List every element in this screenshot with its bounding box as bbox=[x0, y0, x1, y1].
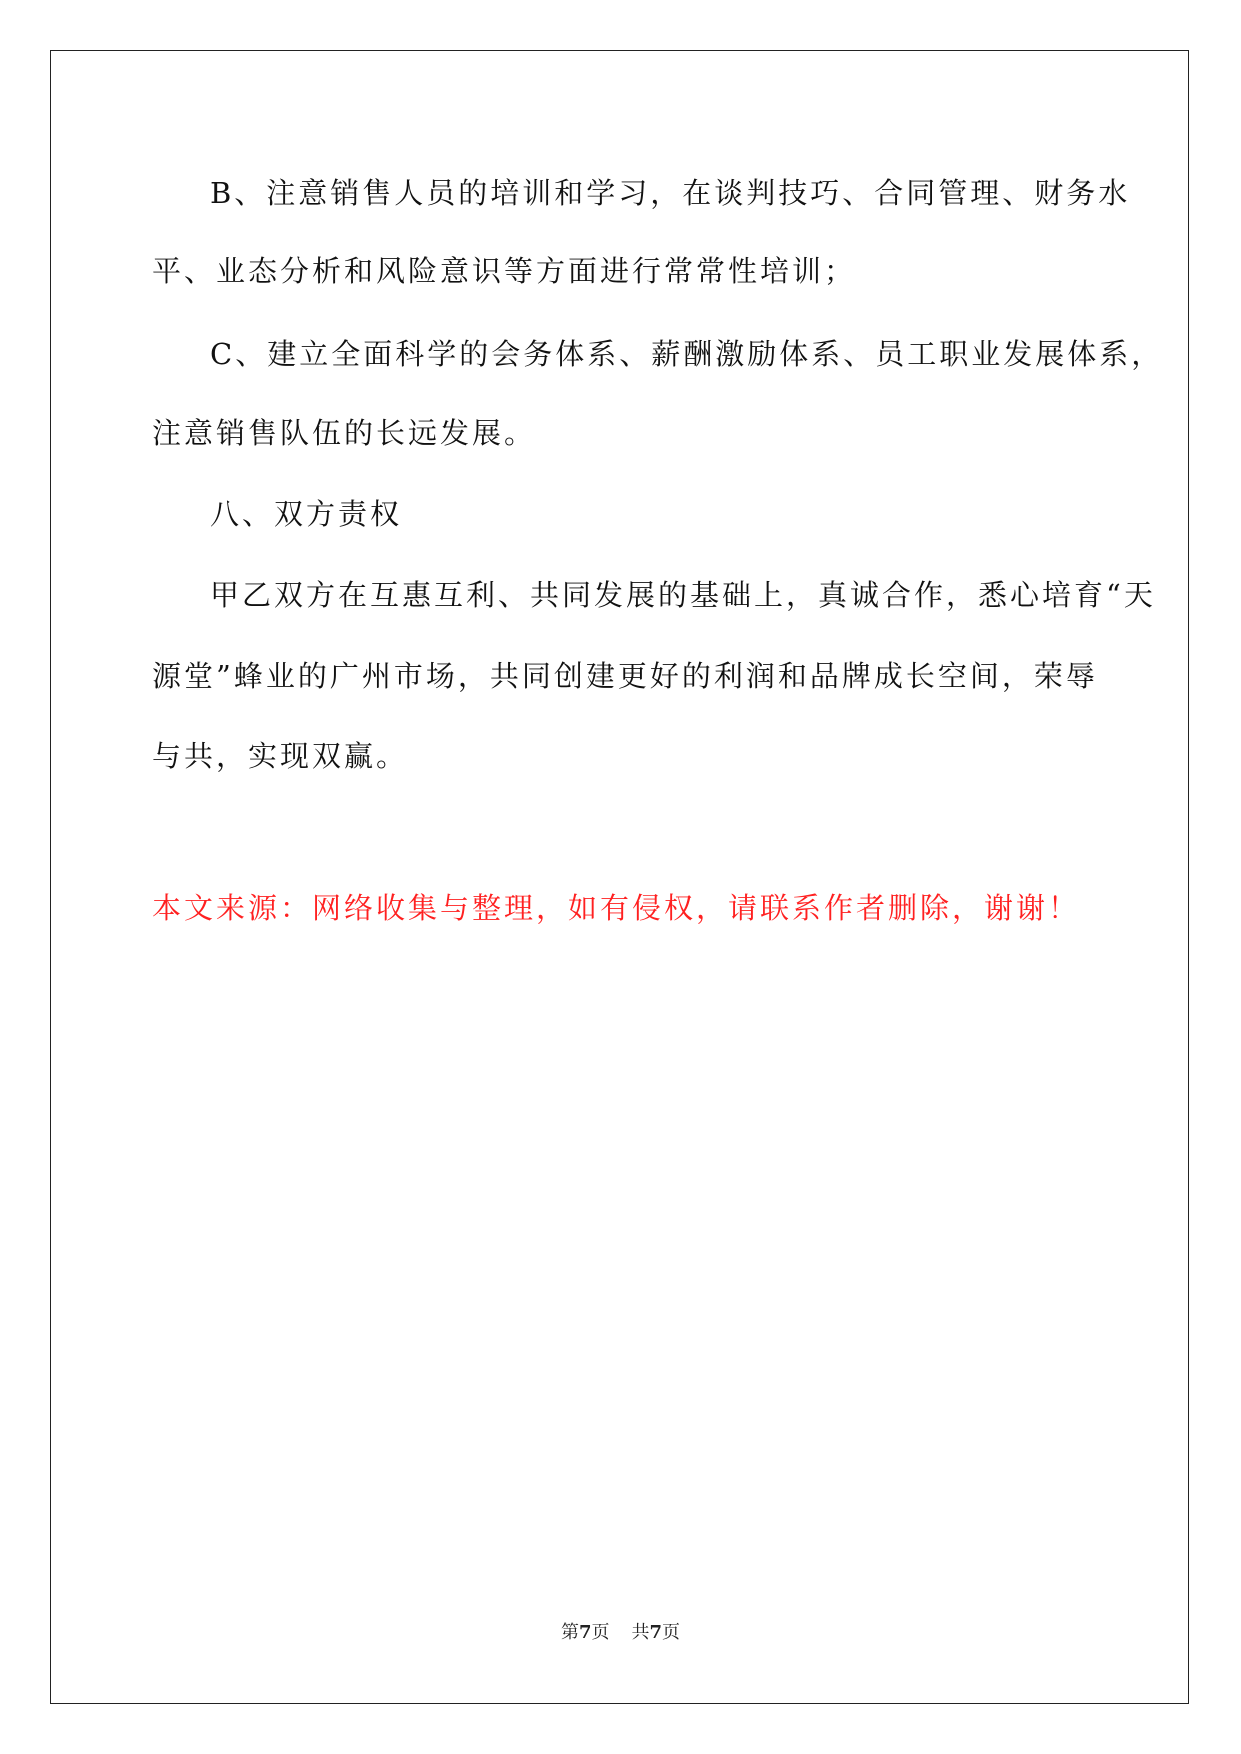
page-prefix: 第 bbox=[560, 1622, 579, 1643]
total-prefix: 共 bbox=[631, 1622, 650, 1643]
paragraph-b-line-2: 平、业态分析和风险意识等方面进行常常性培训； bbox=[152, 254, 857, 288]
source-disclaimer: 本文来源：网络收集与整理，如有侵权，请联系作者删除，谢谢！ bbox=[152, 891, 1081, 925]
page-current-number: 7 bbox=[578, 1622, 592, 1643]
page-suffix: 页 bbox=[591, 1622, 610, 1643]
page-total-number: 7 bbox=[649, 1622, 663, 1643]
paragraph-b-line-1: B、注意销售人员的培训和学习，在谈判技巧、合同管理、财务水 bbox=[210, 176, 1131, 210]
total-suffix: 页 bbox=[662, 1622, 681, 1643]
paragraph-rights-line-2: 源堂”蜂业的广州市场，共同创建更好的利润和品牌成长空间，荣辱 bbox=[152, 659, 1098, 693]
paragraph-rights-line-3: 与共，实现双赢。 bbox=[152, 739, 409, 773]
page-footer bbox=[0, 1622, 1241, 1644]
paragraph-c-line-1: C、建立全面科学的会务体系、薪酬激励体系、员工职业发展体系， bbox=[210, 337, 1164, 371]
paragraph-rights-line-1: 甲乙双方在互惠互利、共同发展的基础上，真诚合作，悉心培育“天 bbox=[210, 578, 1156, 612]
section-heading: 八、双方责权 bbox=[210, 497, 403, 531]
page-border bbox=[50, 50, 1189, 1704]
paragraph-c-line-2: 注意销售队伍的长远发展。 bbox=[152, 416, 537, 450]
